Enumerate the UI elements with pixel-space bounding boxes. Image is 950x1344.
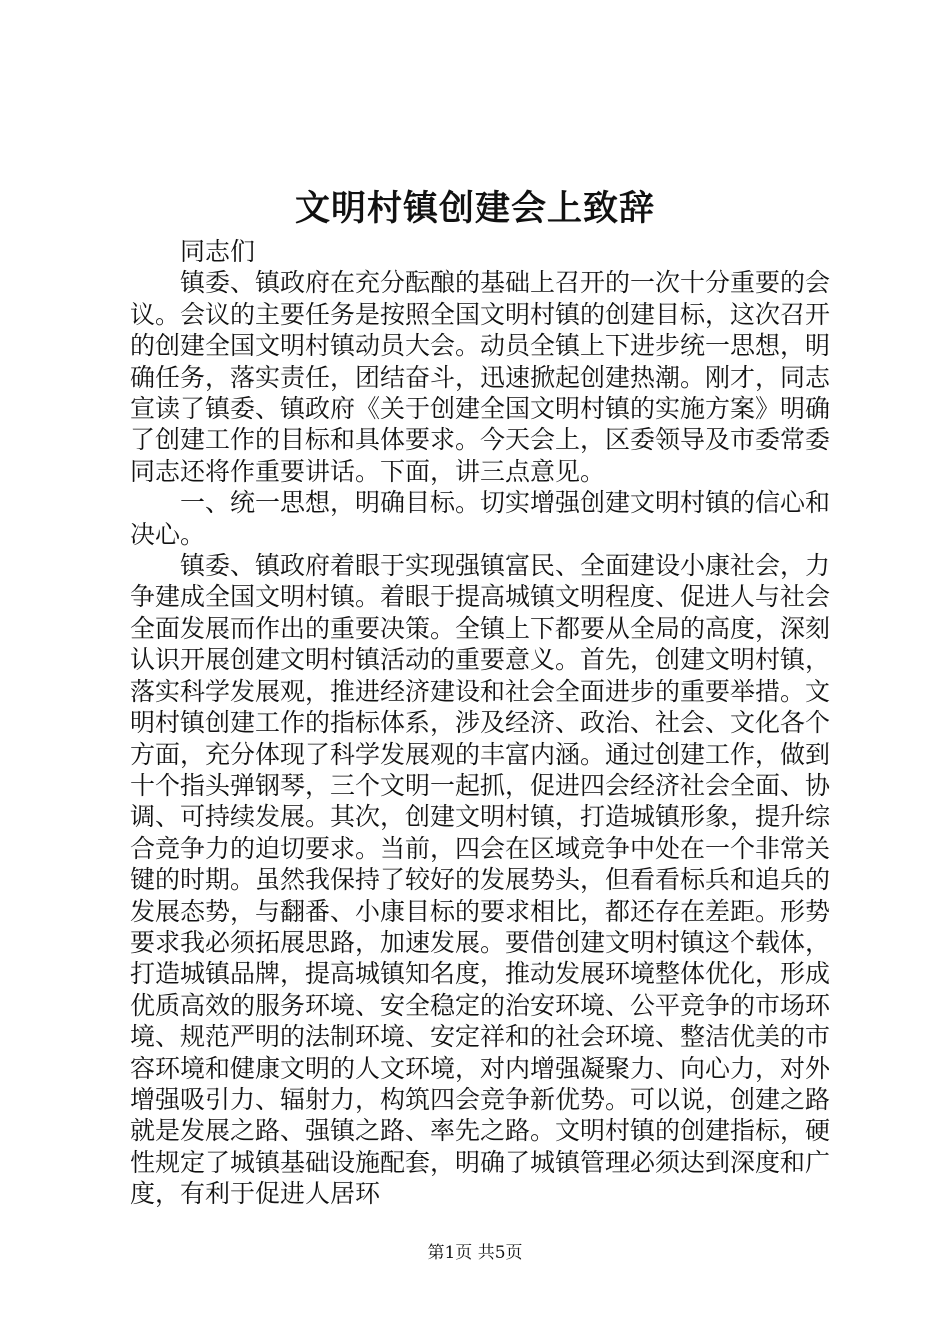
paragraph-salutation: 同志们 <box>180 237 256 266</box>
document-body <box>130 236 830 1210</box>
paragraph-heading-one: 一、统一思想，明确目标。切实增强创建文明村镇的信心和决心。 <box>130 488 831 549</box>
page-footer: 第1页 共5页 <box>427 1243 523 1263</box>
paragraph-intro: 镇委、镇政府在充分酝酿的基础上召开的一次十分重要的会议。会议的主要任务是按照全国文明村镇的创建目标，这次召开的创建全国文明村镇动员大会。动员全镇上下进步统一思想，明确任务，落实责任，团结奋斗，迅速掀起创建热潮。刚才，同志宣读了镇委、镇政府《关于创建全国文明村镇的实施方案》明确了创建工作的目标和具体要求。今天会上，区委领导及市委常委同志还将作重要讲话。下面，讲三点意见。 <box>130 268 831 486</box>
paragraph-body: 镇委、镇政府着眼于实现强镇富民、全面建设小康社会，力争建成全国文明村镇。着眼于提高城镇文明程度、促进人与社会全面发展而作出的重要决策。全镇上下都要从全局的高度，深刻认识开展创建文明村镇活动的重要意义。首先，创建文明村镇，落实科学发展观，推进经济建设和社会全面进步的重要举措。文明村镇创建工作的指标体系，涉及经济、政治、社会、文化各个方面，充分体现了科学发展观的丰富内涵。通过创建工作，做到十个指头弹钢琴，三个文明一起抓，促进四会经济社会全面、协调、可持续发展。其次，创建文明村镇，打造城镇形象，提升综合竞争力的迫切要求。当前，四会在区域竞争中处在一个非常关键的时期。虽然我保持了较好的发展势头，但看看标兵和追兵的发展态势，与翻番、小康目标的要求相比，都还存在差距。形势要求我必须拓展思路，加速发展。要借创建文明村镇这个载体，打造城镇品牌，提高城镇知名度，推动发展环境整体优化，形成优质高效的服务环境、安全稳定的治安环境、公平竞争的市场环境、规范严明的法制环境、安定祥和的社会环境、整洁优美的市容环境和健康文明的人文环境，对内增强凝聚力、向心力，对外增强吸引力、辐射力，构筑四会竞争新优势。可以说，创建之路就是发展之路、强镇之路、率先之路。文明村镇的创建指标，硬性规定了城镇基础设施配套，明确了城镇管理必须达到深度和广度，有利于促进人居环 <box>130 551 831 1209</box>
document-title: 文明村镇创建会上致辞 <box>294 188 655 229</box>
